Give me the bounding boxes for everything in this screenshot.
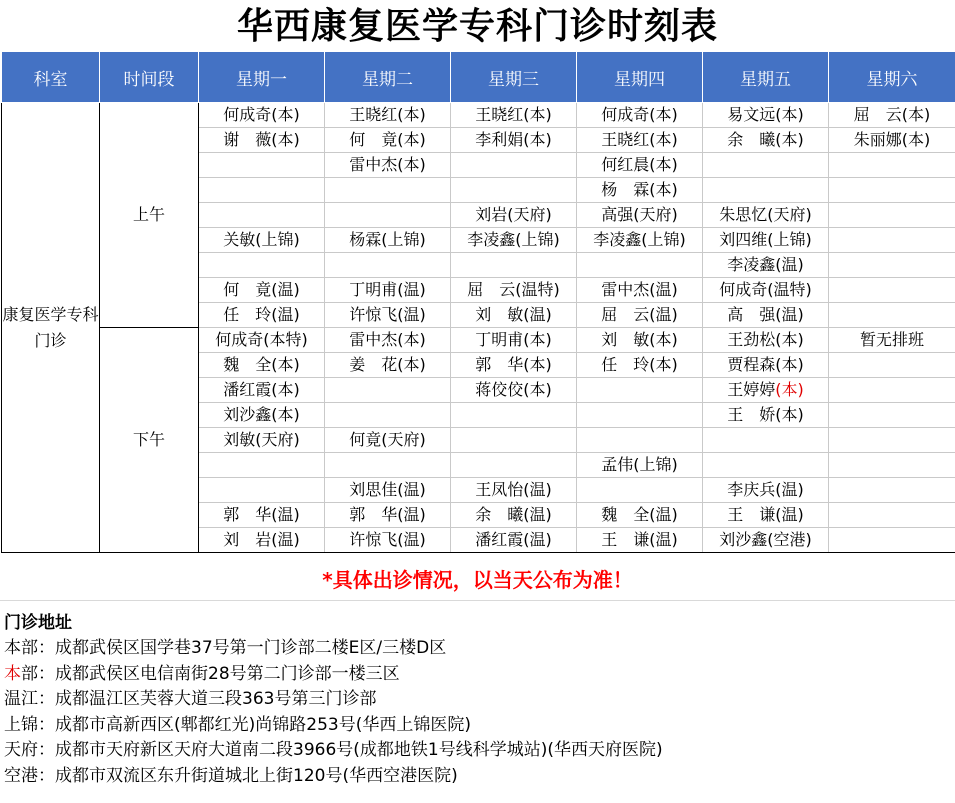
doctor-cell	[577, 378, 703, 403]
doctor-cell: 刘 敏(温)	[451, 303, 577, 328]
doctor-cell: 郭 华(本)	[451, 353, 577, 378]
doctor-cell	[829, 278, 955, 303]
doctor-cell: 任 玲(温)	[199, 303, 325, 328]
doctor-cell: 蒋佼佼(本)	[451, 378, 577, 403]
doctor-cell	[451, 403, 577, 428]
doctor-cell: 郭 华(温)	[325, 503, 451, 528]
doctor-cell: 魏 全(本)	[199, 353, 325, 378]
address-section	[4, 610, 944, 789]
doctor-cell: 刘岩(天府)	[451, 203, 577, 228]
doctor-cell: 何 竟(温)	[199, 278, 325, 303]
header-time-period: 时间段	[100, 52, 199, 103]
saturday-afternoon-cell: 暂无排班	[829, 328, 955, 353]
doctor-cell: 刘 敏(本)	[577, 328, 703, 353]
doctor-cell: 何成奇(本)	[199, 103, 325, 128]
doctor-cell	[577, 253, 703, 278]
doctor-cell: 何成奇(温特)	[703, 278, 829, 303]
doctor-cell: 李凌鑫(上锦)	[577, 228, 703, 253]
doctor-cell: 潘红霞(本)	[199, 378, 325, 403]
doctor-cell: 孟伟(上锦)	[577, 453, 703, 478]
doctor-cell	[829, 253, 955, 278]
doctor-cell	[829, 478, 955, 503]
address-label: 天府	[4, 740, 38, 760]
doctor-cell	[829, 353, 955, 378]
doctor-cell: 姜 花(本)	[325, 353, 451, 378]
doctor-cell: 王晓红(本)	[451, 103, 577, 128]
schedule-table	[1, 51, 955, 553]
doctor-cell	[199, 153, 325, 178]
doctor-cell: 李凌鑫(温)	[703, 253, 829, 278]
header-thursday: 星期四	[577, 52, 703, 103]
page-title: 华西康复医学专科门诊时刻表	[236, 6, 718, 47]
address-row	[4, 738, 944, 764]
doctor-cell: 朱丽娜(本)	[829, 128, 955, 153]
doctor-cell	[829, 378, 955, 403]
doctor-cell	[829, 203, 955, 228]
department-cell: 康复医学专科门诊	[2, 103, 100, 553]
doctor-cell: 王晓红(本)	[577, 128, 703, 153]
doctor-cell	[829, 178, 955, 203]
address-heading: 门诊地址	[4, 613, 72, 633]
doctor-cell: 刘思佳(温)	[325, 478, 451, 503]
address-label: 上锦	[4, 714, 38, 735]
address-sep: ：	[38, 765, 55, 786]
doctor-cell: 王 娇(本)	[703, 403, 829, 428]
doctor-cell: 贾程森(本)	[703, 353, 829, 378]
address-text: 成都市高新西区(郫都红光)尚锦路253号(华西上锦医院)	[55, 714, 471, 735]
doctor-cell: 李庆兵(温)	[703, 478, 829, 503]
doctor-cell: 朱思忆(天府)	[703, 203, 829, 228]
period-cell-afternoon: 下午	[100, 328, 199, 553]
address-text: 成都市双流区东升街道城北上街120号(华西空港医院)	[55, 765, 458, 786]
doctor-cell	[577, 478, 703, 503]
doctor-cell: 何红晨(本)	[577, 153, 703, 178]
doctor-cell	[325, 203, 451, 228]
doctor-cell	[325, 378, 451, 403]
address-row	[4, 636, 944, 662]
doctor-cell: 潘红霞(温)	[451, 528, 577, 553]
doctor-cell	[829, 428, 955, 453]
doctor-cell	[829, 228, 955, 253]
doctor-cell: 易文远(本)	[703, 103, 829, 128]
header-saturday: 星期六	[829, 52, 955, 103]
doctor-cell: 何 竟(本)	[325, 128, 451, 153]
doctor-cell: 郭 华(温)	[199, 503, 325, 528]
doctor-cell: 屈 云(温特)	[451, 278, 577, 303]
address-text: 成都武侯区国学巷37号第一门诊部二楼E区/三楼D区	[55, 638, 447, 658]
doctor-cell: 任 玲(本)	[577, 353, 703, 378]
doctor-cell: 高 强(温)	[703, 303, 829, 328]
address-sep: ：	[38, 663, 55, 684]
doctor-cell	[829, 303, 955, 328]
doctor-cell	[829, 153, 955, 178]
doctor-cell: 丁明甫(温)	[325, 278, 451, 303]
address-sep: ：	[38, 689, 55, 709]
doctor-cell: 何成奇(本)	[577, 103, 703, 128]
doctor-cell: 谢 薇(本)	[199, 128, 325, 153]
header-monday: 星期一	[199, 52, 325, 103]
address-label-highlight: 本	[4, 663, 21, 684]
doctor-cell: 李利娟(本)	[451, 128, 577, 153]
doctor-cell	[703, 153, 829, 178]
doctor-cell: 雷中杰(本)	[325, 153, 451, 178]
doctor-cell: 王凤怡(温)	[451, 478, 577, 503]
doctor-cell: 许惊飞(温)	[325, 303, 451, 328]
doctor-cell: 杨霖(上锦)	[325, 228, 451, 253]
divider	[0, 600, 955, 601]
doctor-cell: 屈 云(温)	[577, 303, 703, 328]
doctor-cell	[451, 178, 577, 203]
doctor-cell: 杨 霖(本)	[577, 178, 703, 203]
doctor-cell: 刘沙鑫(空港)	[703, 528, 829, 553]
address-sep: ：	[38, 714, 55, 735]
address-text: 成都市天府新区天府大道南二段3966号(成都地铁1号线科学城站)(华西天府医院)	[55, 740, 663, 760]
campus-suffix: (本)	[775, 380, 804, 399]
doctor-cell: 刘敏(天府)	[199, 428, 325, 453]
doctor-cell	[325, 453, 451, 478]
table-row	[2, 103, 955, 128]
doctor-cell: 雷中杰(本)	[325, 328, 451, 353]
doctor-cell	[703, 178, 829, 203]
doctor-cell: 刘沙鑫(本)	[199, 403, 325, 428]
doctor-cell: 王晓红(本)	[325, 103, 451, 128]
doctor-cell	[703, 428, 829, 453]
doctor-cell	[451, 453, 577, 478]
doctor-cell: 王 谦(温)	[703, 503, 829, 528]
doctor-cell	[829, 503, 955, 528]
doctor-cell: 关敏(上锦)	[199, 228, 325, 253]
doctor-cell: 许惊飞(温)	[325, 528, 451, 553]
address-sep: ：	[38, 638, 55, 658]
doctor-cell	[199, 253, 325, 278]
doctor-cell: 刘 岩(温)	[199, 528, 325, 553]
doctor-name: 王婷婷	[727, 380, 776, 399]
doctor-cell	[325, 403, 451, 428]
address-label: 温江	[4, 689, 38, 709]
header-department: 科室	[2, 52, 100, 103]
doctor-cell	[829, 528, 955, 553]
notice-text: *具体出诊情况，以当天公布为准！	[322, 568, 633, 592]
doctor-cell: 丁明甫(本)	[451, 328, 577, 353]
doctor-cell	[199, 453, 325, 478]
doctor-cell	[703, 453, 829, 478]
doctor-cell: 余 曦(温)	[451, 503, 577, 528]
address-text: 成都温江区芙蓉大道三段363号第三门诊部	[55, 689, 377, 709]
doctor-cell: 刘四维(上锦)	[703, 228, 829, 253]
doctor-cell: 屈 云(本)	[829, 103, 955, 128]
doctor-cell: 王 谦(温)	[577, 528, 703, 553]
doctor-cell: 何成奇(本特)	[199, 328, 325, 353]
address-sep: ：	[38, 740, 55, 760]
doctor-cell	[829, 403, 955, 428]
address-row	[4, 687, 944, 713]
header-friday: 星期五	[703, 52, 829, 103]
doctor-cell: 何竟(天府)	[325, 428, 451, 453]
address-label: 本部	[4, 638, 38, 658]
header-wednesday: 星期三	[451, 52, 577, 103]
header-row	[2, 52, 955, 103]
doctor-cell: 雷中杰(温)	[577, 278, 703, 303]
doctor-cell: 高强(天府)	[577, 203, 703, 228]
doctor-cell	[325, 253, 451, 278]
address-row	[4, 662, 944, 688]
doctor-cell	[703, 378, 829, 403]
address-label: 空港	[4, 765, 38, 786]
doctor-cell: 李凌鑫(上锦)	[451, 228, 577, 253]
doctor-cell	[199, 478, 325, 503]
doctor-cell	[199, 178, 325, 203]
address-row	[4, 713, 944, 739]
doctor-cell: 魏 全(温)	[577, 503, 703, 528]
doctor-cell	[577, 428, 703, 453]
doctor-cell	[577, 403, 703, 428]
address-text: 成都武侯区电信南街28号第二门诊部一楼三区	[55, 663, 400, 684]
table-row	[2, 328, 955, 353]
period-cell-morning: 上午	[100, 103, 199, 328]
doctor-cell: 王劲松(本)	[703, 328, 829, 353]
doctor-cell	[325, 178, 451, 203]
doctor-cell	[199, 203, 325, 228]
doctor-cell	[451, 253, 577, 278]
address-label-rest: 部	[21, 663, 38, 684]
doctor-cell	[829, 453, 955, 478]
doctor-cell	[451, 428, 577, 453]
address-row	[4, 764, 944, 790]
doctor-cell	[451, 153, 577, 178]
doctor-cell: 余 曦(本)	[703, 128, 829, 153]
header-tuesday: 星期二	[325, 52, 451, 103]
